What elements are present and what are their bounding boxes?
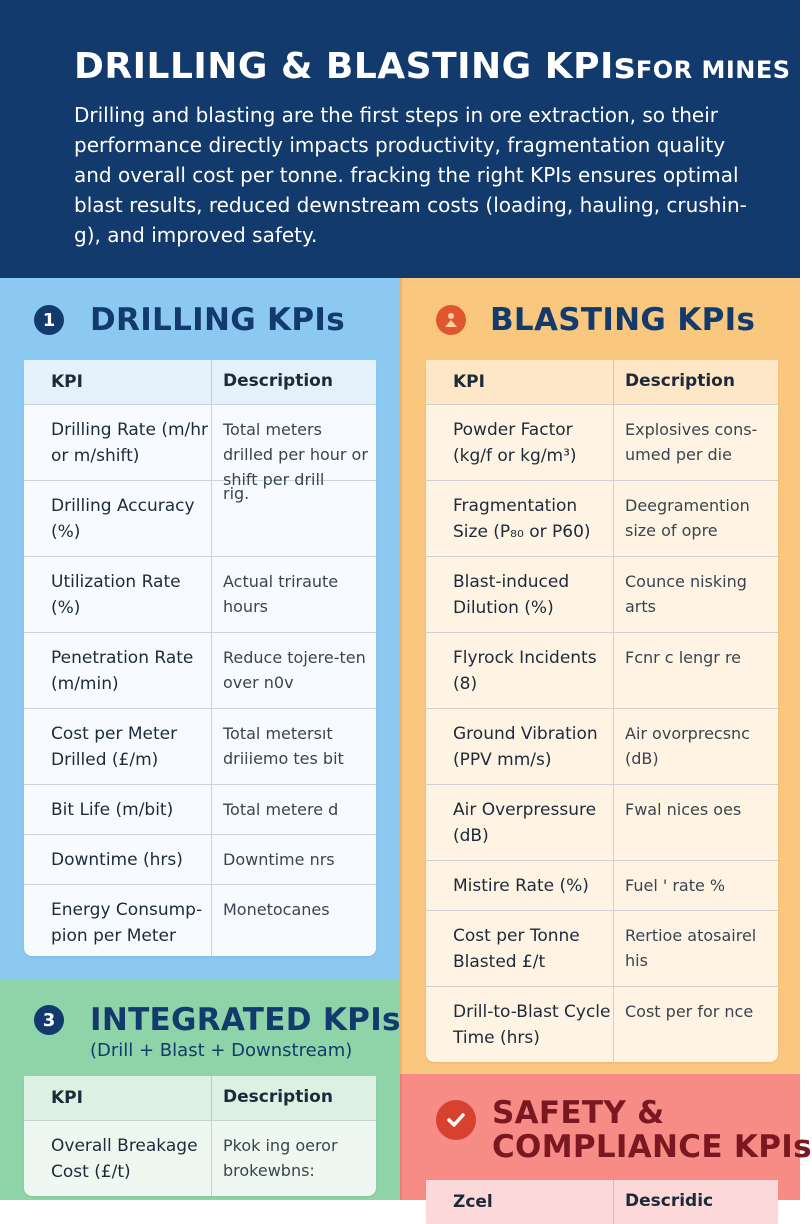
table-row — [426, 632, 778, 708]
kpi-cell: Utilization Rate (%) — [24, 557, 212, 632]
description-cell: Fuel ' rate % — [625, 876, 726, 895]
table-row — [24, 834, 376, 884]
description-cell: Reduce tojere-ten over n0v — [223, 648, 366, 692]
kpi-cell: Flyrock Incidents (8) — [426, 633, 614, 708]
kpi-cell: Drilling Accuracy (%) — [24, 481, 212, 556]
kpi-cell: Bit Life (m/bit) — [24, 785, 212, 834]
table-row — [426, 404, 778, 480]
table-row — [24, 404, 376, 489]
description-cell: Rertioe atosairel his — [625, 926, 757, 970]
kpi-cell: Energy Consump-pion per Meter — [24, 885, 212, 956]
column-header-kpi: KPI — [426, 360, 614, 404]
drilling-heading — [34, 302, 345, 338]
column-header-description: Description — [223, 1087, 333, 1107]
integrated-table — [24, 1076, 376, 1196]
safety-title-line1: SAFETY & — [492, 1095, 665, 1131]
description-cell: Counce nisking arts — [625, 572, 747, 616]
table-row — [24, 480, 376, 556]
table-row — [426, 860, 778, 910]
kpi-cell: Fragmentation Size (P₈₀ or P60) — [426, 481, 614, 556]
column-header-kpi: KPI — [24, 360, 212, 404]
description-cell: Explosives cons-umed per die — [625, 420, 758, 464]
table-row — [426, 708, 778, 784]
description-cell: Total metersıt driiiemo tes bit — [223, 724, 344, 768]
table-header — [426, 1180, 778, 1224]
section-number-badge: 1 — [34, 305, 64, 335]
intro-paragraph: Drilling and blasting are the first steps in ore extraction, so their performance directly impacts productivity, fragmentation quality and overall cost per tonne. fracking the right KPIs ensures optimal blast results, reduced dewnstream costs (loading, hauling, crushin-g), and improved safety. — [74, 103, 747, 247]
check-icon — [436, 1100, 476, 1140]
description-cell: Fcnr c lengr re — [625, 648, 742, 667]
table-row — [426, 986, 778, 1062]
kpi-cell: Mistire Rate (%) — [426, 861, 614, 910]
table-header — [24, 360, 376, 404]
description-cell: Monetocanes — [223, 900, 330, 919]
description-cell: Air ovorprecsnc (dB) — [625, 724, 750, 768]
blasting-heading — [436, 302, 755, 338]
blasting-title: BLASTING KPIs — [490, 302, 756, 338]
integrated-subtitle: (Drill + Blast + Downstream) — [90, 1040, 353, 1061]
description-cell: Pkok ing oeror brokewbns: — [223, 1136, 338, 1180]
table-row — [426, 480, 778, 556]
kpi-cell: Overall Breakage Cost (£/t) — [24, 1121, 212, 1196]
table-row — [426, 784, 778, 860]
description-cell: rig. — [223, 484, 250, 503]
kpi-cell: Powder Factor (kg/f or kg/m³) — [426, 405, 614, 480]
blasting-section — [400, 278, 800, 1074]
kpi-cell: Ground Vibration (PPV mm/s) — [426, 709, 614, 784]
column-header-kpi: Zcel — [426, 1180, 614, 1224]
table-header — [24, 1076, 376, 1120]
integrated-title: INTEGRATED KPIs — [90, 1002, 401, 1038]
table-header — [426, 360, 778, 404]
integrated-heading — [34, 1002, 401, 1038]
kpi-cell: Drilling Rate (m/hr or m/shift) — [24, 405, 212, 480]
table-row — [24, 632, 376, 708]
table-row — [24, 1120, 376, 1196]
table-row — [24, 784, 376, 834]
kpi-cell: Drill-to-Blast Cycle Time (hrs) — [426, 987, 614, 1062]
column-header-description: Description — [223, 371, 333, 391]
safety-heading — [436, 1096, 812, 1164]
table-row — [24, 884, 376, 956]
kpi-cell: Downtime (hrs) — [24, 835, 212, 884]
page-title — [74, 46, 791, 87]
integrated-section — [0, 980, 400, 1200]
drilling-title: DRILLING KPIs — [90, 302, 345, 338]
table-row — [426, 556, 778, 632]
column-header-kpi: KPI — [24, 1076, 212, 1120]
drilling-section — [0, 278, 400, 980]
column-header-description: Description — [625, 371, 735, 391]
kpi-cell: Cost per Tonne Blasted £/t — [426, 911, 614, 986]
description-cell: Deegramention size of opre — [625, 496, 750, 540]
table-row — [426, 910, 778, 986]
blast-icon — [436, 305, 466, 335]
kpi-cell: Air Overpressure (dB) — [426, 785, 614, 860]
description-cell: Actual triraute hours — [223, 572, 339, 616]
title-main: DRILLING & BLASTING KPIs — [74, 46, 636, 87]
description-cell: Downtime nrs — [223, 850, 335, 869]
title-suffix: FOR MINES — [635, 56, 791, 84]
header-banner — [0, 0, 800, 278]
description-cell: Total meters drilled per hour or shift per drill — [223, 420, 368, 489]
column-header-description: Descridic — [625, 1191, 714, 1211]
description-cell: Fwal nices oes — [625, 800, 742, 819]
table-row — [24, 556, 376, 632]
section-number-badge: 3 — [34, 1005, 64, 1035]
safety-title — [492, 1096, 812, 1164]
description-cell: Total metere d — [223, 800, 339, 819]
kpi-cell: Blast-induced Dilution (%) — [426, 557, 614, 632]
blasting-table — [426, 360, 778, 1062]
safety-title-line2: COMPLIANCE KPIs — [492, 1129, 812, 1165]
kpi-cell: Penetration Rate (m/min) — [24, 633, 212, 708]
table-row — [24, 708, 376, 784]
safety-table — [426, 1180, 778, 1224]
description-cell: Cost per for nce — [625, 1002, 754, 1021]
kpi-cell: Cost per Meter Drilled (£/m) — [24, 709, 212, 784]
safety-section — [400, 1074, 812, 1212]
drilling-table — [24, 360, 376, 956]
